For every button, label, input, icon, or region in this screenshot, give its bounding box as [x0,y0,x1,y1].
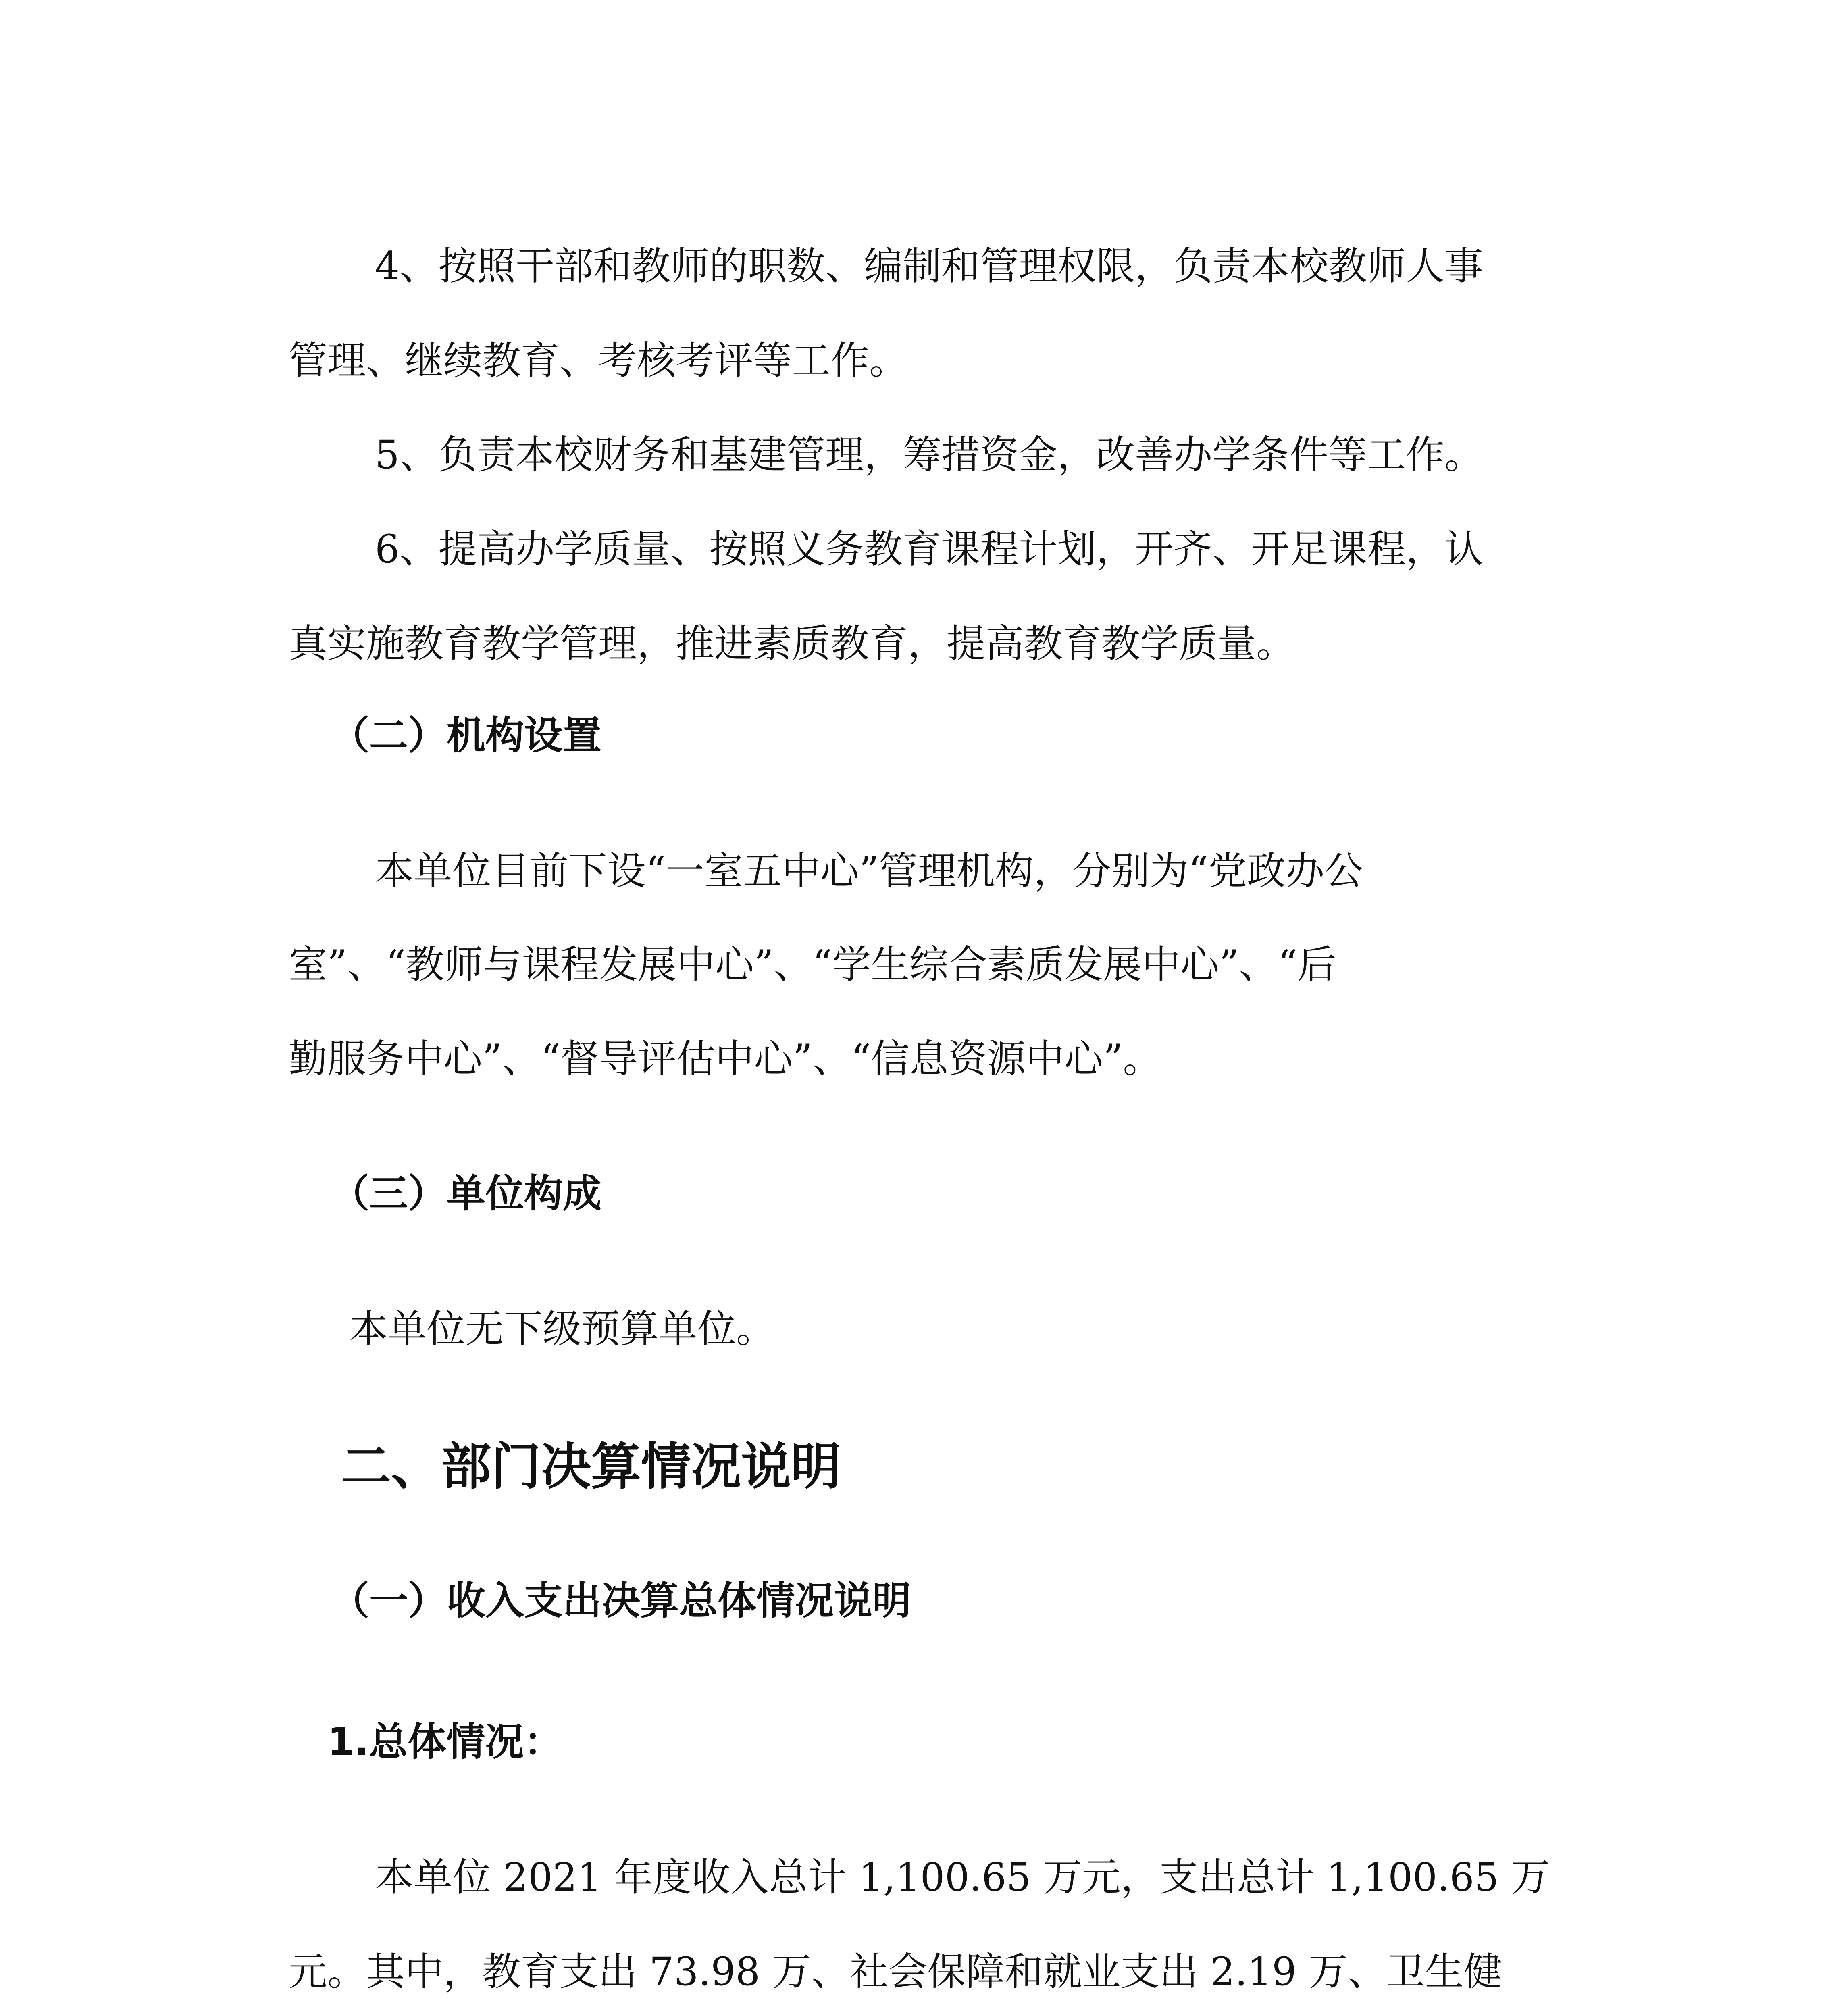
paragraph-4-line-1: 4、按照干部和教师的职数、编制和管理权限，负责本校教师人事 [375,244,1484,289]
paragraph-6-line-1: 6、提高办学质量、按照义务教育课程计划，开齐、开足课程，认 [375,527,1484,572]
organization-line-3: 勤服务中心”、“督导评估中心”、“信息资源中心”。 [289,1036,1162,1081]
section-heading-unit-composition: （三）单位构成 [331,1171,601,1216]
item-heading-overall: 1.总体情况： [327,1719,563,1764]
part-heading-financial-settlement: 二、部门决算情况说明 [341,1438,841,1496]
section-heading-organization: （二）机构设置 [331,713,601,758]
paragraph-4-line-2: 管理、继续教育、考核考评等工作。 [289,338,908,383]
organization-line-1: 本单位目前下设“一室五中心”管理机构，分别为“党政办公 [375,848,1363,893]
paragraph-5-line-1: 5、负责本校财务和基建管理，筹措资金，改善办学条件等工作。 [375,432,1484,477]
summary-line-1: 本单位 2021 年度收入总计 1,100.65 万元，支出总计 1,100.65 万 [375,1855,1550,1900]
paragraph-6-line-2: 真实施教育教学管理，推进素质教育，提高教育教学质量。 [289,621,1295,666]
unit-composition-line: 本单位无下级预算单位。 [349,1306,775,1352]
summary-line-2: 元。其中，教育支出 73.98 万、社会保障和就业支出 2.19 万、卫生健 [289,1949,1503,1994]
subsection-heading-income-expenditure: （一）收入支出决算总体情况说明 [331,1578,911,1623]
organization-line-2: 室”、“教师与课程发展中心”、“学生综合素质发展中心”、“后 [289,942,1336,987]
